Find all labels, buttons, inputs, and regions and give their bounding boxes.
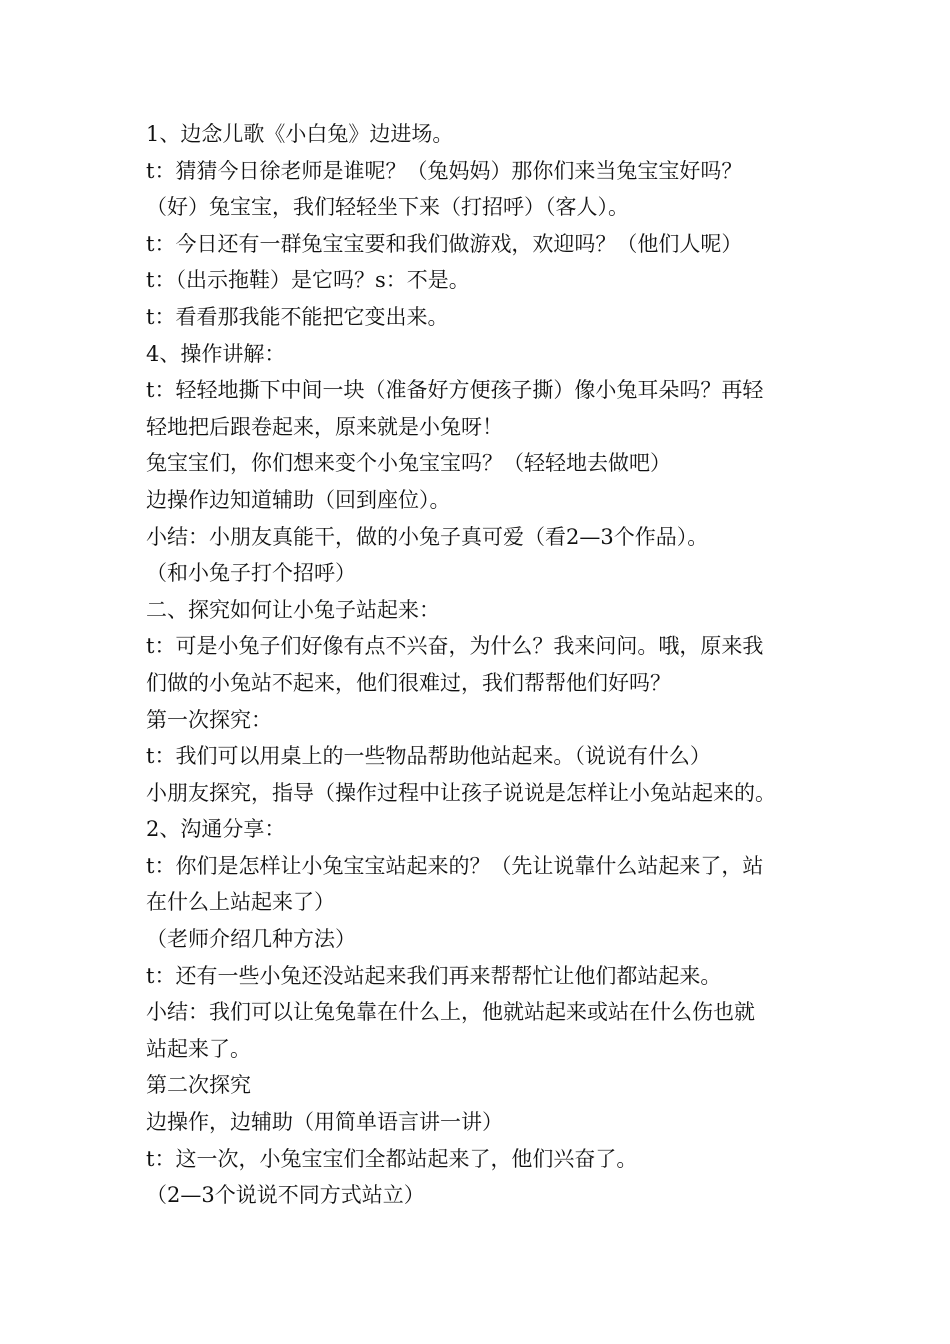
text-line: 小朋友探究，指导（操作过程中让孩子说说是怎样让小兔站起来的。 <box>146 780 776 805</box>
text-line: t：还有一些小兔还没站起来我们再来帮帮忙让他们都站起来。 <box>146 963 722 988</box>
text-line: 边操作边知道辅助（回到座位）。 <box>146 487 451 512</box>
text-line: t：猜猜今日徐老师是谁呢？（兔妈妈）那你们来当兔宝宝好吗？ <box>146 158 743 183</box>
text-line: 二、探究如何让小兔子站起来： <box>146 597 440 622</box>
text-line: （好）兔宝宝，我们轻轻坐下来（打招呼）（客人）。 <box>146 195 629 220</box>
text-line: 1、边念儿歌《小白兔》边进场。 <box>146 122 454 146</box>
text-line: 小结：小朋友真能干，做的小兔子真可爱（看2—3个作品）。 <box>146 524 709 549</box>
document-body <box>146 116 826 1214</box>
text-line: 4、操作讲解： <box>146 341 286 366</box>
text-line: t：可是小兔子们好像有点不兴奋，为什么？我来问问。哦，原来我 <box>146 634 764 659</box>
text-line: 在什么上站起来了） <box>146 890 335 915</box>
text-line: 2、沟通分享： <box>146 817 286 842</box>
text-line: 第一次探究： <box>146 707 272 732</box>
text-line: 小结：我们可以让兔兔靠在什么上，他就站起来或站在什么伤也就 <box>146 1000 755 1025</box>
text-line: t：（出示拖鞋）是它吗？s：不是。 <box>146 268 470 293</box>
text-line: t：看看那我能不能把它变出来。 <box>146 304 449 329</box>
text-line: 边操作，边辅助（用简单语言讲一讲） <box>146 1110 503 1135</box>
text-line: 第二次探究 <box>146 1073 251 1098</box>
text-line: （2—3个说说不同方式站立） <box>146 1183 425 1208</box>
text-line: 们做的小兔站不起来，他们很难过，我们帮帮他们好吗？ <box>146 670 671 695</box>
text-line: （老师介绍几种方法） <box>146 927 356 952</box>
text-line: 兔宝宝们，你们想来变个小兔宝宝吗？（轻轻地去做吧） <box>146 451 671 476</box>
text-line: t：你们是怎样让小兔宝宝站起来的？（先让说靠什么站起来了，站 <box>146 853 764 878</box>
text-line: （和小兔子打个招呼） <box>146 561 356 586</box>
text-line: t：这一次，小兔宝宝们全都站起来了，他们兴奋了。 <box>146 1146 638 1171</box>
text-line: 轻地把后跟卷起来，原来就是小兔呀！ <box>146 414 503 439</box>
text-line: t：今日还有一群兔宝宝要和我们做游戏，欢迎吗？（他们人呢） <box>146 231 743 256</box>
text-line: t：轻轻地撕下中间一块（准备好方便孩子撕）像小兔耳朵吗？再轻 <box>146 378 764 403</box>
text-line: 站起来了。 <box>146 1036 251 1061</box>
text-line: t：我们可以用桌上的一些物品帮助他站起来。（说说有什么） <box>146 744 711 769</box>
